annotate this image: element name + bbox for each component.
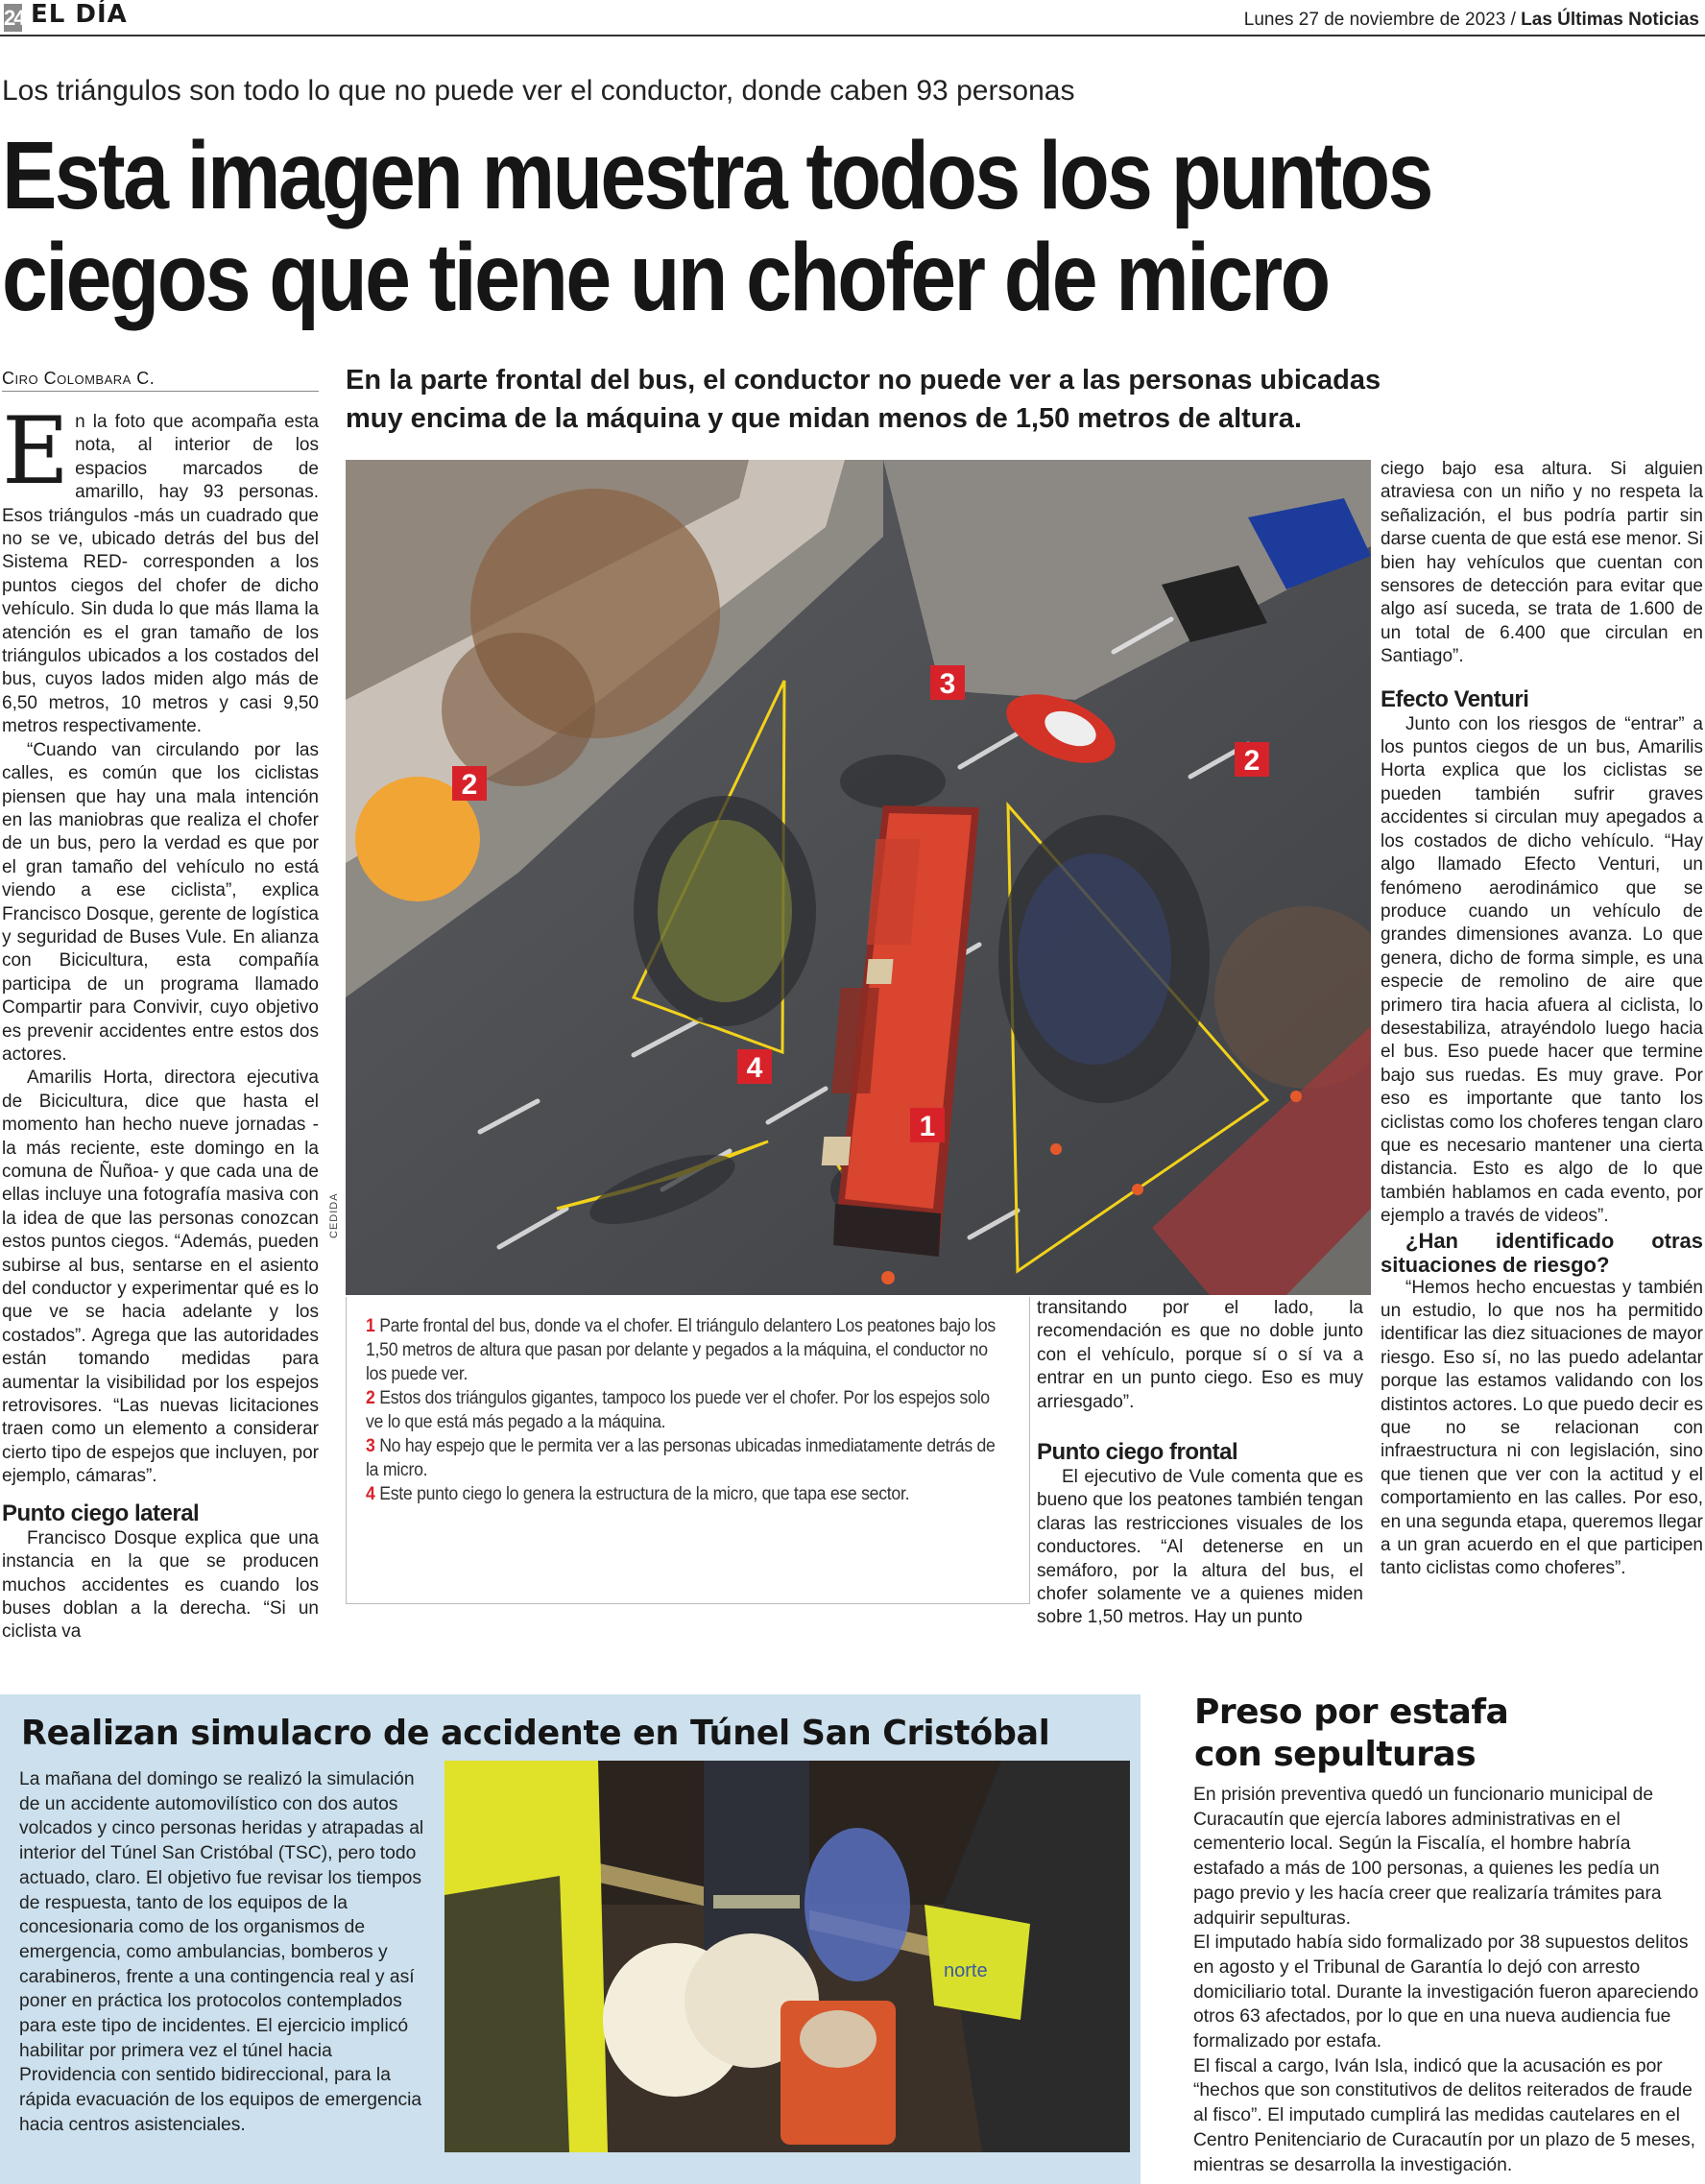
section-heading-venturi: Efecto Venturi — [1381, 685, 1529, 712]
tunnel-story-title: Realizan simulacro de accidente en Túnel San Cristóbal — [21, 1714, 1050, 1753]
fraud-title-line-2: con sepulturas — [1194, 1735, 1477, 1774]
article-headline — [2, 122, 1463, 331]
photo-credit: CEDIDA — [328, 1192, 340, 1238]
tunnel-story-box — [0, 1694, 1141, 2184]
caption-number: 3 — [366, 1436, 375, 1456]
aerial-photo-illustration — [346, 460, 1371, 1295]
page-header — [0, 0, 1705, 36]
crowd-right — [998, 815, 1210, 1103]
section-heading-frontal: Punto ciego frontal — [1037, 1439, 1238, 1466]
article-column-right — [1381, 458, 1703, 1581]
issue-date: Lunes 27 de noviembre de 2023 — [1243, 10, 1506, 30]
section-heading-lateral: Punto ciego lateral — [2, 1500, 200, 1526]
caption-number: 4 — [366, 1484, 375, 1504]
photo-subhead: En la parte frontal del bus, el conductor no puede ver a las personas ubicadas muy encima de la máquina y que midan menos de 1,50 metros de altura. — [346, 365, 1381, 434]
article-paragraph: Francisco Dosque explica que una instancia en la que se producen muchos accidentes es cuando los buses doblan a la derecha. “Si un ciclista va — [2, 1527, 319, 1643]
caption-number: 2 — [366, 1388, 375, 1408]
article-paragraph: Amarilis Horta, directora ejecutiva de Bicicultura, dice que hasta el momento han hecho nueve jornadas -la más reciente, este domingo en la comuna de Ñuñoa- y que cada una de ellas incluye una fotografía masiva con la idea de que las personas conozcan estos puntos ciegos. “Además, pueden subirse al bus, sentarse en el asiento del conductor y experimentar qué es lo que ve se hacia adelante y los costados”. Agrega que las autoridades están tomando medidas para aumentar la visibilidad por los espejos retrovisores. “Las nuevas licitaciones traen como un elemento a considerar cierto tipo de espejos que incluyen, por ejemplo, cámaras”. — [2, 1068, 319, 1487]
crowd-left — [634, 796, 816, 1026]
vest-text: norte — [944, 1960, 988, 1981]
fraud-story-title — [1194, 1692, 1693, 1776]
main-photo-bus-blind-spots — [346, 460, 1371, 1295]
article-paragraph — [2, 397, 319, 739]
caption-number: 1 — [366, 1316, 375, 1336]
headline-line-2: ciegos que tiene un chofer de micro — [2, 224, 1329, 331]
blue-glove — [804, 1828, 910, 1981]
article-paragraph: “Hemos hecho encuestas y también un estudio, lo que nos ha permitido identificar las diez situaciones de mayor riesgo. Eso sí, no las puedo adelantar porque las estamos validando con los distintos actores. Lo que puedo decir es que no se relacionan con infraestructura ni con legislación, sino que tienen que ver con la actitud y el comportamiento en las calles. Por eso, en una segunda etapa, queremos llegar a un gran acuerdo en el que participen tanto ciclistas como choferes”. — [1381, 1277, 1703, 1579]
article-column-middle — [1037, 1297, 1363, 1630]
tunnel-story-photo — [444, 1761, 1130, 2152]
interview-question: ¿Han identificado otras situaciones de riesgo? — [1381, 1228, 1703, 1277]
tree — [442, 633, 595, 786]
caption-text: Este punto ciego lo genera la estructura de la micro, que tapa ese sector. — [379, 1484, 910, 1504]
brief-paragraph: El fiscal a cargo, Iván Isla, indicó que la acusación es por “hechos que son constitutivos de delitos reiterados de fraude al fisco”. El imputado cumplirá las medidas cautelares en el Centro Penitenciario de Curacautín por un plazo de 5 meses, mientras se desarrolla la investigación. — [1193, 2055, 1696, 2175]
publication-name: Las Últimas Noticias — [1521, 10, 1699, 30]
page-number: 24 — [4, 6, 24, 30]
article-paragraph: Junto con los riesgos de “entrar” a los puntos ciegos de un bus, Amarilis Horta explica que los ciclistas se pueden también sufrir graves accidentes si circulan muy apegados a los costados de dicho vehículo. “Hay algo llamado Efecto Venturi, un fenómeno aerodinámico que se produce cuando un vehículo de grandes dimensiones avanza. Lo que genera, dicho de forma simple, es una especie de remolino de aire que primero tira hacia afuera al ciclista, lo desestabiliza, atrayéndolo luego hacia el bus. Eso puede hacer que termine bajo sus ruedas. Es muy grave. Por eso es importante que tanto los ciclistas como los choferes tengan claro que es necesario mantener una cierta distancia. Esto es algo de lo que también hablamos en cada evento, por ejemplo a través de videos”. — [1381, 713, 1703, 1227]
brief-paragraph: El imputado había sido formalizado por 38 supuestos delitos en agosto y el Tribunal de Garantía lo dejó con arresto domiciliario total. Durante la investigación fueron apareciendo otros 63 afectados, por lo que en una nueva audiencia fue formalizado por estafa. — [1193, 1932, 1699, 2052]
section-name: EL DÍA — [31, 0, 128, 29]
caption-text: Parte frontal del bus, donde va el chofer. El triángulo delantero Los peatones bajo los 1,50 metros de altura que pasan por delante y pegados a la máquina, el conductor no los puede ver. — [366, 1316, 996, 1384]
fraud-title-line-1: Preso por estafa — [1194, 1692, 1509, 1732]
caption-text: Estos dos triángulos gigantes, tampoco los puede ver el chofer. Por los espejos solo ve lo que está más pegado a la máquina. — [366, 1388, 990, 1432]
svg-text:2: 2 — [461, 769, 478, 801]
headline-line-1: Esta imagen muestra todos los puntos — [2, 122, 1431, 229]
article-kicker: Los triángulos son todo lo que no puede ver el conductor, donde caben 93 personas — [2, 75, 1075, 107]
marker-1 — [910, 1108, 945, 1142]
article-paragraph: El ejecutivo de Vule comenta que es bueno que los peatones también tengan claras las restricciones visuales de los conductores. “Al detenerse en un semáforo, por la altura del bus, el chofer solamente ve a quienes miden sobre 1,50 metros. Hay un punto — [1037, 1467, 1363, 1628]
drop-cap: E — [2, 397, 70, 505]
dateline — [1244, 10, 1699, 31]
svg-text:3: 3 — [939, 668, 956, 700]
brief-paragraph: En prisión preventiva quedó un funcionario municipal de Curacautín que ejercía labores administrativas en el cementerio local. Según la Fiscalía, el hombre habría estafado a más de 100 personas, a quienes les pedía un pago previo y les hacía creer que realizaría trámites para adquirir sepulturas. — [1193, 1785, 1662, 1929]
svg-text:1: 1 — [919, 1111, 936, 1142]
tunnel-story-body: La mañana del domingo se realizó la simulación de un accidente automovilístico con dos autos volcados y cinco personas heridas y atrapadas al interior del Túnel San Cristóbal (TSC), pero todo actuado, claro. El objetivo fue revisar los tiempos de respuesta, tanto de los equipos de la concesionaria como de los organismos de emergencia, como ambulancias, bomberos y carabineros, frente a una contingencia real y así poner en práctica los protocolos contemplados para este tipo de incidentes. El ejercicio implicó habilitar por primera vez el túnel hacia Providencia con sentido bidireccional, para la rápida evacuación de los equipos de emergencia hacia centros asistenciales. — [19, 1769, 424, 2135]
crowd-rear — [840, 755, 946, 808]
svg-text:2: 2 — [1243, 745, 1261, 777]
paragraph-text: n la foto que acompaña esta nota, al interior de los espacios marcados de amarillo, hay 93 personas. Esos triángulos -más un cuadrado que no se ve, ubicado detrás del bus del Sistema RED- corresponden a los puntos ciegos del chofer de dicho vehículo. Sin duda lo que más llama la atención es el gran tamaño de los triángulos ubicados a los costados del bus, cuyos lados miden algo más de 6,50 metros, 10 metros y casi 9,50 metros respectivamente. — [2, 412, 319, 737]
marker-2-left — [452, 766, 487, 801]
article-paragraph: “Cuando van circulando por las calles, es común que los ciclistas piensen que hay una mala intención en las maniobras que realiza el chofer de un bus, pero la verdad es que por el gran tamaño del vehículo no está viendo a ese ciclista”, explica Francisco Dosque, gerente de logística y seguridad de Buses Vule. En alianza con Bicicultura, esta compañía participa de un programa llamado Compartir para Convivir, cuyo objetivo es prevenir accidentes entre estos dos actores. — [2, 739, 319, 1065]
caption-item — [366, 1434, 1009, 1482]
rescue-photo-illustration — [444, 1761, 1130, 2152]
article-column-left — [2, 397, 319, 1644]
article-paragraph: ciego bajo esa altura. Si alguien atraviesa con un niño y no respeta la señalización, el bus podría partir sin darse cuenta de que está ese menor. Si bien hay vehículos que cuentan con sensores de detección para evitar que algo así suceda, se trata de 1.600 de un total de 6.400 que circulan en Santiago”. — [1381, 459, 1703, 667]
article-paragraph: transitando por el lado, la recomendación es que no doble junto con el vehículo, porque sí o sí va a entrar en un punto ciego. Eso es muy arriesgado”. — [1037, 1298, 1363, 1412]
rescuer-center-legs — [704, 1761, 809, 1962]
fraud-story-body — [1193, 1783, 1700, 2177]
marker-2-right — [1235, 742, 1269, 777]
dateline-separator: / — [1505, 10, 1522, 30]
photo-caption-box — [346, 1297, 1030, 1604]
byline: Ciro Colombara C. — [2, 369, 319, 392]
caption-item — [366, 1386, 1009, 1434]
svg-text:4: 4 — [746, 1052, 763, 1084]
marker-3 — [930, 665, 965, 700]
caption-text: No hay espejo que le permita ver a las personas ubicadas inmediatamente detrás de la micro. — [366, 1436, 996, 1480]
caption-item — [366, 1314, 1009, 1386]
marker-4 — [737, 1049, 772, 1084]
caption-item — [366, 1482, 1009, 1506]
